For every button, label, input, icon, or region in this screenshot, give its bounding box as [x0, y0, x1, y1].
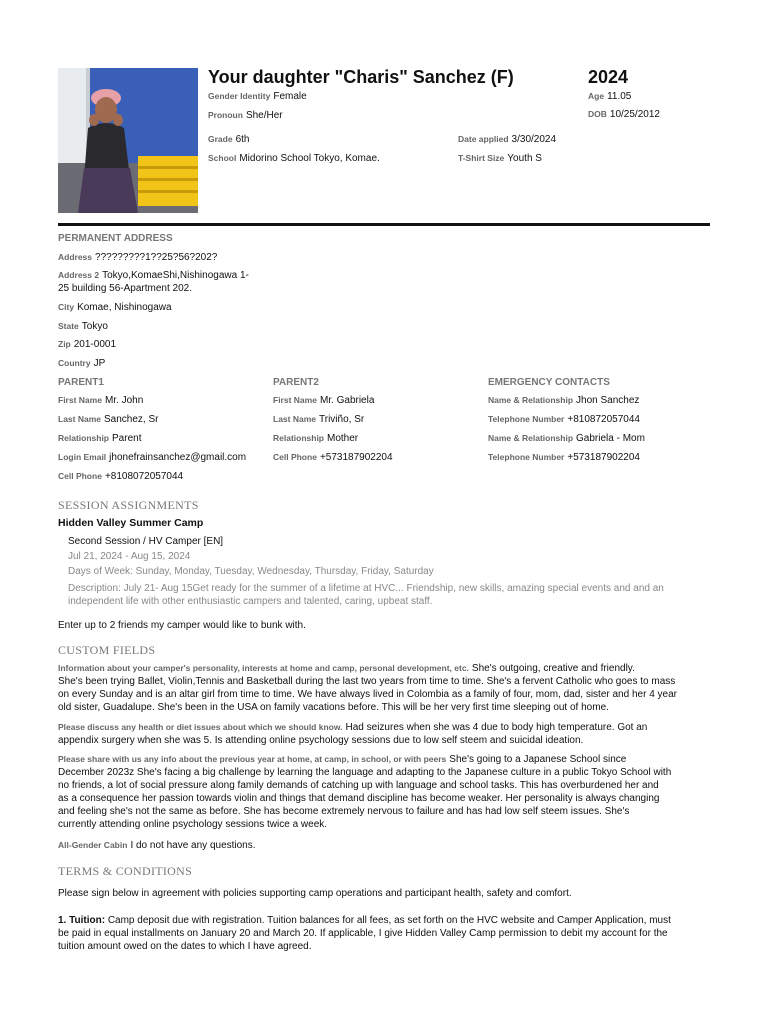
custom-q3-line4: as a consequence her passion towards violin and things that demand discipline has become weaker. Her personality is always changing	[58, 793, 660, 804]
age-value: 11.05	[607, 91, 632, 102]
school-row	[208, 153, 380, 164]
terms-item1-title: 1. Tuition:	[58, 915, 106, 926]
dob-value: 10/25/2012	[609, 109, 660, 120]
session-name: Second Session / HV Camper [EN]	[68, 536, 224, 547]
zip-value: 201-0001	[73, 339, 117, 350]
parent1-rel-value: Parent	[112, 433, 142, 444]
custom-q1-label: Information about your camper's personality, interests at home and camp, personal development, etc.	[58, 663, 469, 673]
custom-q2-line2: appendix surgery when she was 5. Is attending online psychology sessions due to low self steem and suicidal ideation.	[58, 735, 584, 746]
parent2-last-label: Last Name	[273, 414, 316, 424]
custom-q3-line3: no friends, a lot of social pressure along family demands of catching up with language and school tasks. This has overburdened her and	[58, 780, 659, 791]
terms-item1-line2: be paid in equal installments on January 20 and March 20. If applicable, I give Hidden Valley Camp permission to debit my account for the	[58, 928, 668, 939]
parent1-email-value[interactable]: jhonefrainsanchez@gmail.com	[109, 452, 247, 463]
school-label: School	[208, 153, 237, 163]
parent1-first-row	[58, 395, 143, 406]
custom-q3-line2: December 2023z She's facing a big challenge by learning the language and adapting to the Japanese culture in a public Tokyo School with	[58, 767, 672, 778]
emergency-tel1-label: Telephone Number	[488, 414, 565, 424]
emergency-tel1-row	[488, 414, 640, 425]
emergency-name1-row	[488, 395, 639, 406]
emergency-heading: EMERGENCY CONTACTS	[488, 377, 610, 388]
pronoun-label: Pronoun	[208, 110, 243, 120]
parent1-first-value: Mr. John	[104, 395, 144, 406]
pronoun-row	[208, 110, 283, 121]
age-label: Age	[588, 91, 605, 101]
page-title: Your daughter "Charis" Sanchez (F)	[208, 67, 514, 87]
parent2-cell-row	[273, 452, 393, 463]
parent1-rel-label: Relationship	[58, 433, 110, 443]
tshirt-value: Youth S	[507, 153, 542, 164]
terms-heading: TERMS & CONDITIONS	[58, 864, 193, 878]
custom-q3-line5: and feeling she's not the same as before. She has become extremely nervous to failure and has had low self steem issues. She's	[58, 806, 630, 817]
emergency-name2-value: Gabriela - Mom	[576, 433, 645, 444]
emergency-tel2-value: +573187902204	[567, 452, 640, 463]
city-row	[58, 302, 172, 313]
emergency-name1-value: Jhon Sanchez	[576, 395, 640, 406]
parent2-rel-label: Relationship	[273, 433, 325, 443]
address2-line1: Tokyo,KomaeShi,Nishinogawa 1-	[102, 270, 249, 281]
address2-line2: 25 building 56-Apartment 202.	[58, 283, 192, 294]
parent2-rel-row	[273, 433, 358, 444]
parent1-first-label: First Name	[58, 395, 102, 405]
gender-label: Gender Identity	[208, 91, 271, 101]
grade-row	[208, 134, 249, 145]
parent2-cell-label: Cell Phone	[273, 452, 317, 462]
emergency-name1-label: Name & Relationship	[488, 395, 574, 405]
parent1-cell-row	[58, 471, 183, 482]
zip-label: Zip	[58, 339, 71, 349]
state-row	[58, 321, 108, 332]
custom-q2-line1: Had seizures when she was 4 due to body high temperature. Got an	[345, 722, 648, 733]
custom-q1-line3: on every Sunday and is an altar girl from time to time. We have always lived in Colombia as a family of four, mom, dad, sister and her 4 year	[58, 689, 677, 700]
dob-label: DOB	[588, 109, 607, 119]
parent2-heading: PARENT2	[273, 377, 319, 388]
gender-value: Female	[273, 91, 307, 102]
zip-row	[58, 339, 116, 350]
school-value: Midorino School Tokyo, Komae.	[239, 153, 380, 164]
emergency-tel2-label: Telephone Number	[488, 452, 565, 462]
city-label: City	[58, 302, 75, 312]
address-label: Address	[58, 252, 93, 262]
custom-q2-label: Please discuss any health or diet issues about which we should know.	[58, 722, 343, 732]
emergency-name2-label: Name & Relationship	[488, 433, 574, 443]
session-dates: Jul 21, 2024 - Aug 15, 2024	[68, 551, 191, 562]
date-applied-label: Date applied	[458, 134, 509, 144]
custom-q1-line1: She's outgoing, creative and friendly.	[471, 663, 635, 674]
age-row	[588, 91, 631, 102]
terms-item1	[58, 914, 710, 953]
country-value: JP	[93, 358, 106, 369]
parent1-last-label: Last Name	[58, 414, 101, 424]
parent1-heading: PARENT1	[58, 377, 104, 388]
pronoun-value: She/Her	[245, 110, 283, 121]
dob-row	[588, 109, 660, 120]
parent1-email-row	[58, 452, 246, 463]
address2-row	[58, 270, 249, 281]
parent1-last-value: Sanchez, Sr	[104, 414, 159, 425]
camper-photo-image	[58, 68, 198, 213]
grade-label: Grade	[208, 134, 233, 144]
date-applied-row	[458, 134, 556, 145]
parent1-cell-label: Cell Phone	[58, 471, 102, 481]
custom-q3	[58, 753, 710, 831]
parent2-first-value: Mr. Gabriela	[319, 395, 375, 406]
parent1-email-label: Login Email	[58, 452, 107, 462]
session-description-line2: independent life with other enthusiastic campers and talented, caring, upbeat staff.	[68, 596, 433, 607]
custom-q3-line1: She's going to a Japanese School since	[449, 754, 627, 765]
terms-item1-line1: Camp deposit due with registration. Tuition balances for all fees, as set forth on the HVC website and Camper Application, must	[107, 915, 671, 926]
custom-heading: CUSTOM FIELDS	[58, 643, 156, 657]
state-label: State	[58, 321, 79, 331]
custom-q4-label: All-Gender Cabin	[58, 840, 128, 850]
emergency-name2-row	[488, 433, 645, 444]
parent2-last-value: Triviño, Sr	[319, 414, 365, 425]
session-heading: SESSION ASSIGNMENTS	[58, 498, 199, 512]
tshirt-row	[458, 153, 542, 164]
emergency-tel1-value: +810872057044	[567, 414, 640, 425]
grade-value: 6th	[235, 134, 250, 145]
custom-q3-label: Please share with us any info about the previous year at home, at camp, in school, or with peers	[58, 754, 447, 764]
camper-photo	[58, 68, 198, 213]
gender-row	[208, 91, 307, 102]
custom-q4	[58, 840, 256, 851]
parent2-last-row	[273, 414, 364, 425]
date-applied-value: 3/30/2024	[511, 134, 557, 145]
address2-label: Address 2	[58, 270, 100, 280]
custom-q2	[58, 721, 710, 747]
parent1-last-row	[58, 414, 158, 425]
city-value: Komae, Nishinogawa	[77, 302, 172, 313]
session-days: Days of Week: Sunday, Monday, Tuesday, Wednesday, Thursday, Friday, Saturday	[68, 566, 434, 577]
country-label: Country	[58, 358, 91, 368]
session-year: 2024	[588, 67, 629, 87]
terms-item1-line3: tuition amount owed on the dates to which I have agreed.	[58, 941, 312, 952]
custom-q1	[58, 662, 710, 714]
address-heading: PERMANENT ADDRESS	[58, 233, 173, 244]
parent1-cell-value: +8108072057044	[104, 471, 184, 482]
parent2-cell-value: +573187902204	[319, 452, 393, 463]
header-divider	[58, 223, 710, 226]
emergency-tel2-row	[488, 452, 640, 463]
country-row	[58, 358, 105, 369]
parent1-rel-row	[58, 433, 141, 444]
friends-note: Enter up to 2 friends my camper would like to bunk with.	[58, 620, 306, 631]
state-value: Tokyo	[81, 321, 108, 332]
terms-intro: Please sign below in agreement with policies supporting camp operations and participant health, safety and comfort.	[58, 888, 572, 899]
custom-q1-line4: old sister, Guadalupe. She's been in the USA on family vacations before. This will be her very first time sleeping out of home.	[58, 702, 609, 713]
address-value: ?????????1??25?56?202?	[95, 252, 218, 263]
parent2-first-label: First Name	[273, 395, 317, 405]
custom-q3-line6: currently attending online psychology sessions twice a week.	[58, 819, 328, 830]
parent2-rel-value: Mother	[327, 433, 359, 444]
custom-q1-line2: She's been trying Ballet, Violin,Tennis and Basketball during the last two years from time to time. She's a fervent Catholic who goes to mass	[58, 676, 676, 687]
tshirt-label: T-Shirt Size	[458, 153, 505, 163]
custom-q4-value: I do not have any questions.	[130, 840, 256, 851]
address-row	[58, 252, 217, 263]
parent2-first-row	[273, 395, 374, 406]
camp-name: Hidden Valley Summer Camp	[58, 517, 204, 529]
session-description-line1: Description: July 21- Aug 15Get ready for the summer of a lifetime at HVC... Friendship, new skills, amazing special events and and an	[68, 583, 664, 594]
